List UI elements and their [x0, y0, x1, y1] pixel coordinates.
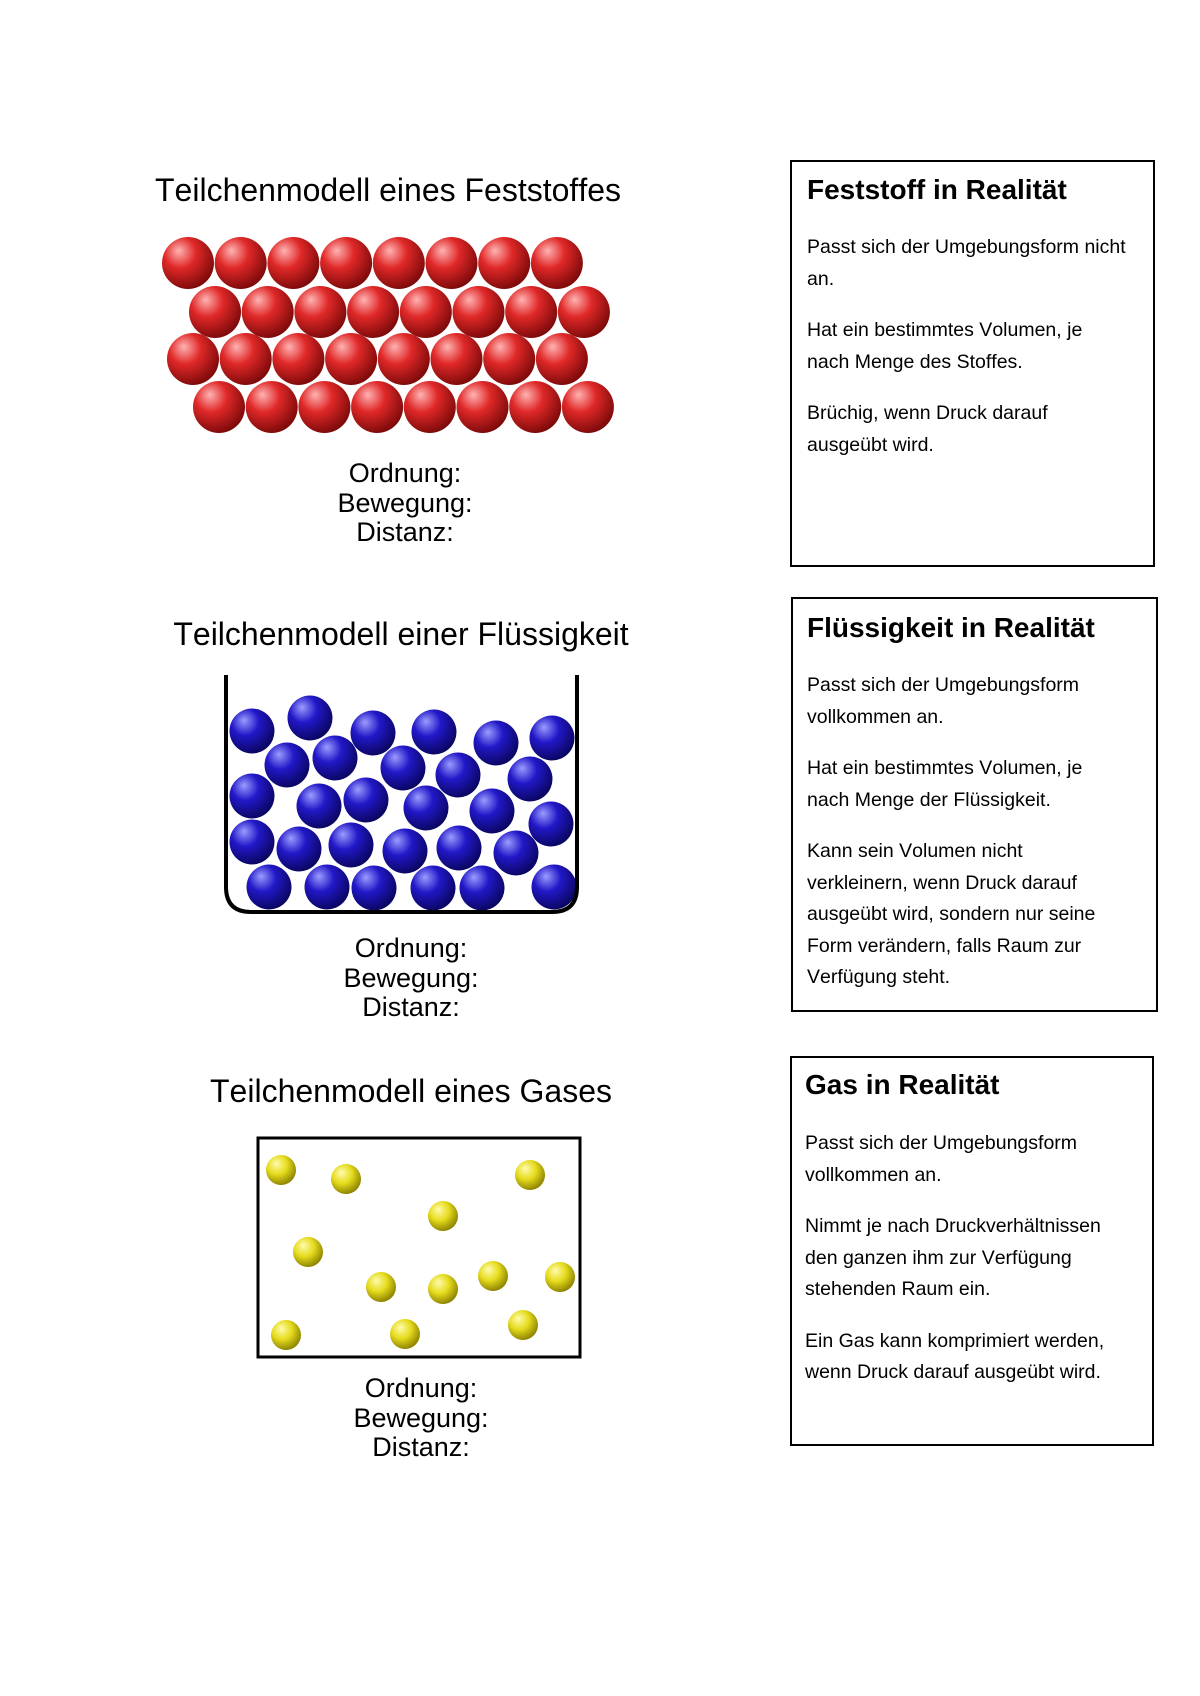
solid-particle	[215, 237, 267, 289]
solid-particle	[373, 237, 425, 289]
solid-particle	[478, 237, 530, 289]
solid-reality-text: Passt sich der Umgebungsform nicht an.	[807, 236, 1126, 290]
liquid-reality-title: Flüssigkeit in Realität	[807, 612, 1095, 643]
solid-particle	[562, 381, 614, 433]
solid-particle	[325, 333, 377, 385]
liquid-particle	[351, 711, 396, 756]
liquid-reality-box	[791, 597, 1158, 1012]
solid-reality-text: Brüchig, wenn Druck darauf ausgeübt wird.	[807, 402, 1048, 456]
liquid-particle	[412, 710, 457, 755]
distance-label: Distanz:	[372, 1432, 470, 1462]
gas-particle	[545, 1262, 575, 1292]
solid-particle	[246, 381, 298, 433]
gas-reality-text: Nimmt je nach Druckverhältnissen den ganzen ihm zur Verfügung stehenden Raum ein.	[805, 1215, 1101, 1300]
solid-particle	[404, 381, 456, 433]
liquid-particle	[529, 802, 574, 847]
gas-properties	[271, 1374, 571, 1463]
liquid-particle	[313, 736, 358, 781]
gas-particle	[478, 1261, 508, 1291]
liquid-particle	[474, 721, 519, 766]
gas-particle	[271, 1320, 301, 1350]
liquid-particle	[381, 746, 426, 791]
solid-particle	[400, 286, 452, 338]
liquid-particle	[265, 743, 310, 788]
liquid-particle	[404, 786, 449, 831]
solid-particles	[162, 237, 614, 433]
solid-reality-box	[790, 160, 1155, 567]
gas-particle	[428, 1201, 458, 1231]
gas-particle	[266, 1155, 296, 1185]
gas-particle	[428, 1274, 458, 1304]
solid-particle	[536, 333, 588, 385]
liquid-particle	[532, 865, 577, 910]
liquid-reality-text: Kann sein Volumen nicht verkleinern, wenn Druck darauf ausgeübt wird, sondern nur seine Form verändern, falls Raum zur Verfügung steht.	[807, 840, 1096, 988]
solid-particle	[426, 237, 478, 289]
distance-label: Distanz:	[362, 992, 460, 1022]
gas-particle	[390, 1319, 420, 1349]
solid-particle-model	[156, 232, 620, 438]
solid-properties	[255, 459, 555, 548]
liquid-reality-text: Hat ein bestimmtes Volumen, je nach Menge der Flüssigkeit.	[807, 757, 1083, 811]
gas-reality-text: Passt sich der Umgebungsform vollkommen an.	[805, 1132, 1078, 1186]
solid-particle	[242, 286, 294, 338]
solid-reality-text: Hat ein bestimmtes Volumen, je nach Menge des Stoffes.	[807, 319, 1083, 373]
gas-reality-title: Gas in Realität	[805, 1069, 1000, 1100]
gas-model-title: Teilchenmodell eines Gases	[210, 1073, 612, 1109]
gas-particle	[366, 1272, 396, 1302]
solid-particle	[558, 286, 610, 338]
solid-particle	[347, 286, 399, 338]
motion-label: Bewegung:	[353, 1402, 489, 1433]
liquid-particle	[230, 709, 275, 754]
liquid-particle	[297, 784, 342, 829]
order-label: Ordnung:	[348, 458, 462, 488]
solid-particle	[298, 381, 350, 433]
solid-reality-title: Feststoff in Realität	[807, 174, 1067, 205]
order-label: Ordnung:	[364, 1373, 478, 1403]
gas-particles	[266, 1155, 575, 1350]
gas-reality-text: Ein Gas kann komprimiert werden, wenn Druck darauf ausgeübt wird.	[805, 1329, 1105, 1383]
liquid-particle	[470, 789, 515, 834]
solid-particle	[294, 286, 346, 338]
gas-particle	[331, 1164, 361, 1194]
liquid-particle	[352, 866, 397, 911]
solid-particle	[272, 333, 324, 385]
liquid-particle	[344, 778, 389, 823]
liquid-particle	[383, 829, 428, 874]
gas-particle	[515, 1160, 545, 1190]
liquid-particle	[329, 823, 374, 868]
gas-particle	[508, 1310, 538, 1340]
liquid-particle	[436, 753, 481, 798]
solid-particle	[431, 333, 483, 385]
solid-particle	[351, 381, 403, 433]
solid-particle	[378, 333, 430, 385]
liquid-particle	[230, 774, 275, 819]
liquid-model-title: Teilchenmodell einer Flüssigkeit	[173, 616, 629, 652]
gas-particle-model	[256, 1136, 582, 1359]
solid-particle	[457, 381, 509, 433]
solid-particle	[267, 237, 319, 289]
order-label: Ordnung:	[354, 933, 468, 963]
liquid-particle	[437, 826, 482, 871]
solid-particle	[509, 381, 561, 433]
liquid-particle	[494, 831, 539, 876]
gas-particle	[293, 1237, 323, 1267]
liquid-particle	[277, 827, 322, 872]
distance-label: Distanz:	[356, 517, 454, 547]
solid-particle	[189, 286, 241, 338]
liquid-particle	[305, 865, 350, 910]
solid-particle	[320, 237, 372, 289]
solid-particle	[531, 237, 583, 289]
solid-particle	[167, 333, 219, 385]
gas-reality-box	[790, 1056, 1154, 1446]
liquid-particle	[508, 757, 553, 802]
motion-label: Bewegung:	[343, 962, 479, 993]
solid-particle	[162, 237, 214, 289]
solid-particle	[193, 381, 245, 433]
liquid-particle-model	[210, 665, 600, 925]
liquid-particle	[247, 865, 292, 910]
liquid-particle	[230, 820, 275, 865]
liquid-particle	[411, 866, 456, 911]
solid-model-title: Teilchenmodell eines Feststoffes	[155, 172, 621, 208]
solid-particle	[220, 333, 272, 385]
liquid-particle	[530, 716, 575, 761]
solid-particle	[505, 286, 557, 338]
liquid-properties	[261, 934, 561, 1023]
solid-particle	[483, 333, 535, 385]
motion-label: Bewegung:	[337, 487, 473, 518]
solid-particle	[453, 286, 505, 338]
liquid-particle	[460, 866, 505, 911]
liquid-particle	[288, 696, 333, 741]
liquid-particles	[230, 696, 577, 911]
liquid-reality-text: Passt sich der Umgebungsform vollkommen an.	[807, 674, 1080, 728]
